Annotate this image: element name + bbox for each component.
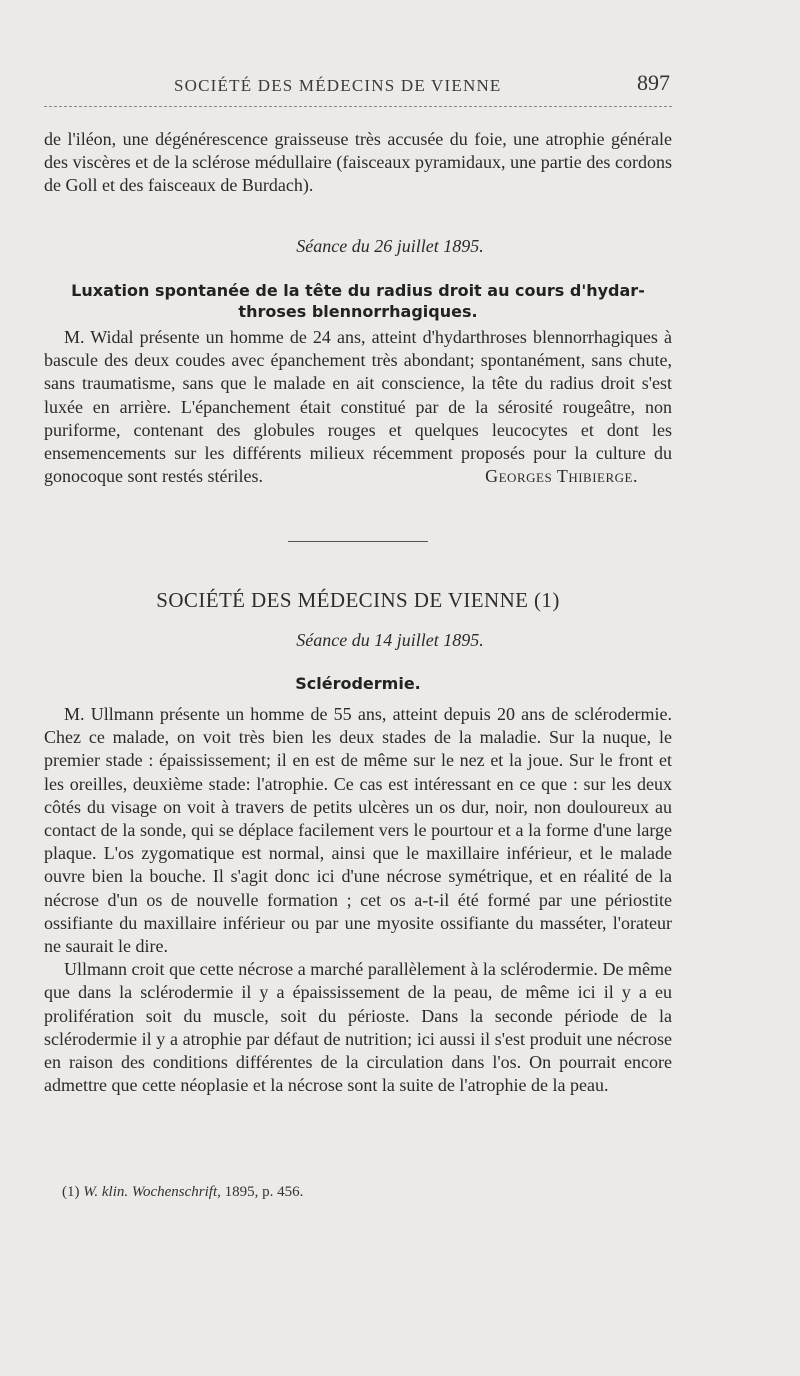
article-title-luxation — [44, 280, 672, 322]
section-heading: SOCIÉTÉ DES MÉDECINS DE VIENNE (1) — [156, 588, 560, 612]
opening-paragraph: de l'iléon, une dégénérescence graisseuse très accusée du foie, une atrophie générale des viscères et de la sclérose médullaire (faisceaux pyramidaux, une partie des cordons de Goll et des faisceaux de Burdach). — [44, 129, 672, 196]
ullmann-paragraphs — [44, 703, 672, 1097]
session-date-1: Séance du 26 juillet 1895. — [296, 236, 484, 256]
widal-paragraph-block — [44, 326, 672, 488]
article-title-sclerodermie: Sclérodermie. — [295, 674, 421, 693]
header-rule — [44, 106, 672, 107]
author-signature: Georges Thibierge. — [485, 466, 638, 487]
widal-paragraph-text: M. Widal présente un homme de 24 ans, atteint d'hydarthroses blennorrhagiques à bascule des deux coudes avec épanchement très abondant; spontanément, sans chute, sans traumatisme, sans que le malade en ait conscience, la tête du radius droit s'est luxée en arrière. L'épanchement était constitué par de la sérosité rougeâtre, non puriforme, contenant des globules rouges et quelques leucocytes et dont les ensemencements sur les différents milieux récemment proposés pour la culture du gonocoque sont restés stériles. — [44, 327, 672, 487]
ullmann-paragraph-2: Ullmann croit que cette nécrose a marché parallèlement à la sclérodermie. De même que dans la sclérodermie il y a épaississement de la peau, de même ici il y a eu prolifération soit du muscle, soit du périoste. Dans la seconde période de la sclérodermie il y a atrophie par défaut de nutrition; ici aussi il s'est produit une nécrose en raison des conditions différentes de la circulation dans l'os. On pourrait encore admettre que cette néoplasie et la nécrose sont la suite de l'atrophie de la peau. — [44, 959, 672, 1096]
session-date-2: Séance du 14 juillet 1895. — [296, 630, 484, 650]
opening-paragraph-block — [44, 128, 672, 198]
article-title-line-2: throses blennorrhagiques. — [238, 302, 478, 321]
widal-paragraph — [44, 326, 672, 488]
footnote-source: W. klin. Wochenschrift, — [83, 1184, 221, 1200]
footnote — [62, 1184, 303, 1201]
running-title: SOCIÉTÉ DES MÉDECINS DE VIENNE — [174, 76, 502, 95]
footnote-marker: (1) — [62, 1184, 80, 1200]
article-title-line-1: Luxation spontanée de la tête du radius droit au cours d'hydar- — [71, 281, 645, 300]
footnote-details: 1895, p. 456. — [224, 1184, 304, 1200]
section-separator — [288, 541, 428, 542]
page-header — [44, 68, 672, 104]
ullmann-paragraph-1: M. Ullmann présente un homme de 55 ans, atteint depuis 20 ans de sclérodermie. Chez ce malade, on voit très bien les deux stades de la maladie. Sur la nuque, le premier stade : épaississement; il en est de même sur le nez et la joue. Sur le front et les oreilles, deuxième stade: l'atrophie. Ce cas est intéressant en ce que : sur les deux côtés du visage on voit à travers de petits ulcères un os dur, noir, non douloureux au contact de la sonde, qui se déplace facilement vers le pourtour et a la forme d'une large plaque. L'os zygomatique est normal, ainsi que le maxillaire inférieur, et le malade ouvre bien la bouche. Il s'agit donc ici d'une nécrose symétrique, et en réalité de la nécrose d'un os de nouvelle formation ; cet os a-t-il été formé par une périostite ossifiante du maxillaire inférieur ou par une myosite ossifiante du masséter, l'orateur ne saurait le dire. — [44, 704, 672, 957]
page-number: 897 — [637, 70, 670, 95]
